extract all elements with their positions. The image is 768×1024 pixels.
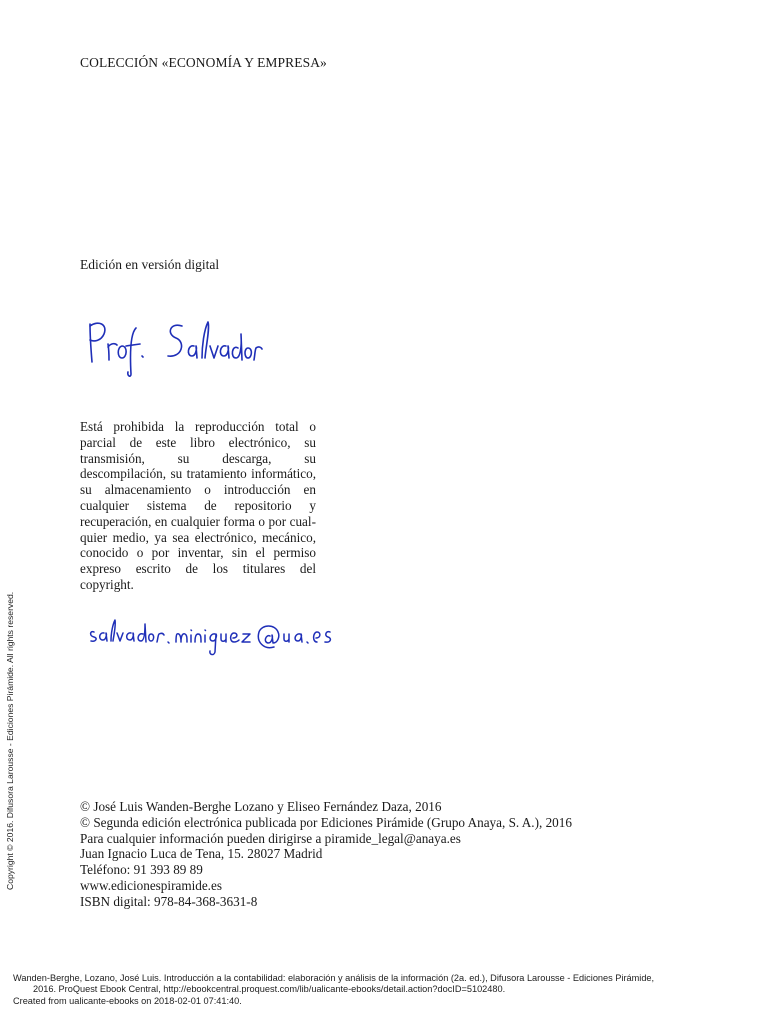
credit-contact: Para cualquier información pueden dirigirse a piramide_legal@anaya.es bbox=[80, 830, 461, 846]
footer-line-1: Wanden-Berghe, Lozano, José Luis. Introducción a la contabilidad: elaboración y análisis de la información (2a. ed.), Difusora Larousse - Ediciones Pirámide, bbox=[13, 973, 655, 983]
citation-footer bbox=[13, 973, 753, 1007]
credit-isbn: ISBN digital: 978-84-368-3631-8 bbox=[80, 893, 258, 909]
footer-line-2: 2016. ProQuest Ebook Central, http://ebookcentral.proquest.com/lib/ualicante-ebooks/detail.action?docID=5102480. bbox=[33, 984, 506, 995]
legal-notice: Está prohibida la reproducción total o parcial de este libro electrónico, su transmisión, su descarga, su descompilación, su tratamiento informático, su almacenamiento o introducción en cualquier sistema de repositorio y recuperación, en cualquier forma o por cualquier medio, ya sea electrónico, mecánico, conocido o por inventar, sin el permiso expreso escrito de los titulares del copyright. bbox=[80, 419, 316, 592]
credit-authors: © José Luis Wanden-Berghe Lozano y Eliseo Fernández Daza, 2016 bbox=[80, 799, 442, 814]
footer-line-3: Created from ualicante-ebooks on 2018-02-01 07:41:40. bbox=[13, 995, 242, 1006]
collection-title: COLECCIÓN «ECONOMÍA Y EMPRESA» bbox=[80, 55, 327, 70]
credit-address: Juan Ignacio Luca de Tena, 15. 28027 Madrid bbox=[80, 846, 323, 862]
credit-phone: Teléfono: 91 393 89 89 bbox=[80, 862, 203, 878]
handwritten-signature bbox=[84, 316, 264, 378]
edition-note: Edición en versión digital bbox=[80, 257, 220, 272]
credits-block bbox=[80, 799, 572, 910]
handwritten-email bbox=[88, 612, 334, 664]
credit-website: www.edicionespiramide.es bbox=[80, 877, 222, 893]
side-copyright: Copyright © 2016. Difusora Larousse - Ediciones Pirámide. All rights reserved. bbox=[5, 591, 15, 890]
credit-publisher: © Segunda edición electrónica publicada por Ediciones Pirámide (Grupo Anaya, S. A.), 2016 bbox=[80, 814, 572, 830]
